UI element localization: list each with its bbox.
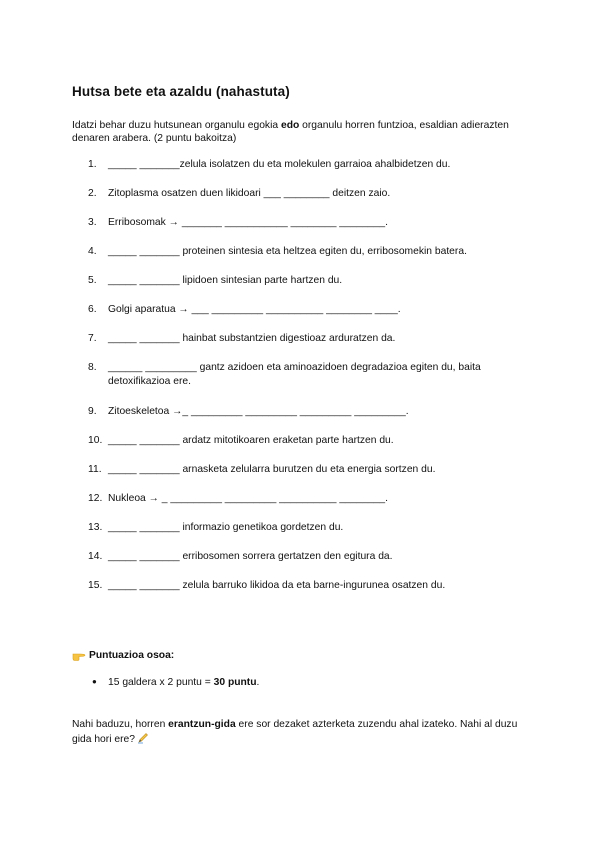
instructions: Idatzi behar duzu hutsunean organulu egokia edo organulu horren funtzioa, esaldian adierazten denaren arabera. (2 puntu bakoitza): [72, 120, 509, 144]
pencil-icon: [137, 732, 149, 744]
question-item: 6. Golgi aparatua → ___ _________ __________ ________ ____.: [88, 304, 401, 315]
question-item: 11. _____ _______ arnasketa zelularra burutzen du eta energia sortzen du.: [88, 464, 436, 475]
bullet-icon: ●: [92, 677, 97, 686]
score-item: ● 15 galdera x 2 puntu = 30 puntu.: [92, 677, 260, 688]
question-item: 1. _____ _______zelula isolatzen du eta molekulen garraioa ahalbidetzen du.: [88, 159, 451, 170]
question-item: 2. Zitoplasma osatzen duen likidoari ___ ________ deitzen zaio.: [88, 188, 391, 199]
question-item: 13. _____ _______ informazio genetikoa gordetzen du.: [88, 522, 344, 533]
question-item: 15. _____ _______ zelula barruko likidoa da eta barne-ingurunea osatzen du.: [88, 580, 446, 591]
closing-text: Nahi baduzu, horren erantzun-gida ere sor dezaket azterketa zuzendu ahal izateko. Nahi al duzu gida hori ere?: [72, 719, 518, 745]
question-item: 14. _____ _______ erribosomen sorrera gertatzen den egitura da.: [88, 551, 393, 562]
question-item: 7. _____ _______ hainbat substantzien digestioaz arduratzen da.: [88, 333, 396, 344]
page-title: Hutsa bete eta azaldu (nahastuta): [72, 84, 290, 99]
question-item: 3. Erribosomak → _______ ___________ ________ ________.: [88, 217, 388, 228]
question-item: 10. _____ _______ ardatz mitotikoaren eraketan parte hartzen du.: [88, 435, 394, 446]
question-item: 8. ______ _________ gantz azidoen eta aminoazidoen degradazioa egiten du, baita detoxifikazioa ere.: [88, 362, 481, 387]
question-item: 9. Zitoeskeletoa →_ _________ _________ _________ _________.: [88, 406, 409, 417]
pointing-hand-icon: [72, 650, 86, 661]
question-item: 12. Nukleoa → _ _________ _________ __________ ________.: [88, 493, 388, 504]
question-item: 5. _____ _______ lipidoen sintesian parte hartzen du.: [88, 275, 343, 286]
question-item: 4. _____ _______ proteinen sintesia eta heltzea egiten du, erribosomekin batera.: [88, 246, 467, 257]
instructions-bold: edo: [280, 120, 300, 131]
score-heading: Puntuazioa osoa:: [72, 650, 174, 661]
